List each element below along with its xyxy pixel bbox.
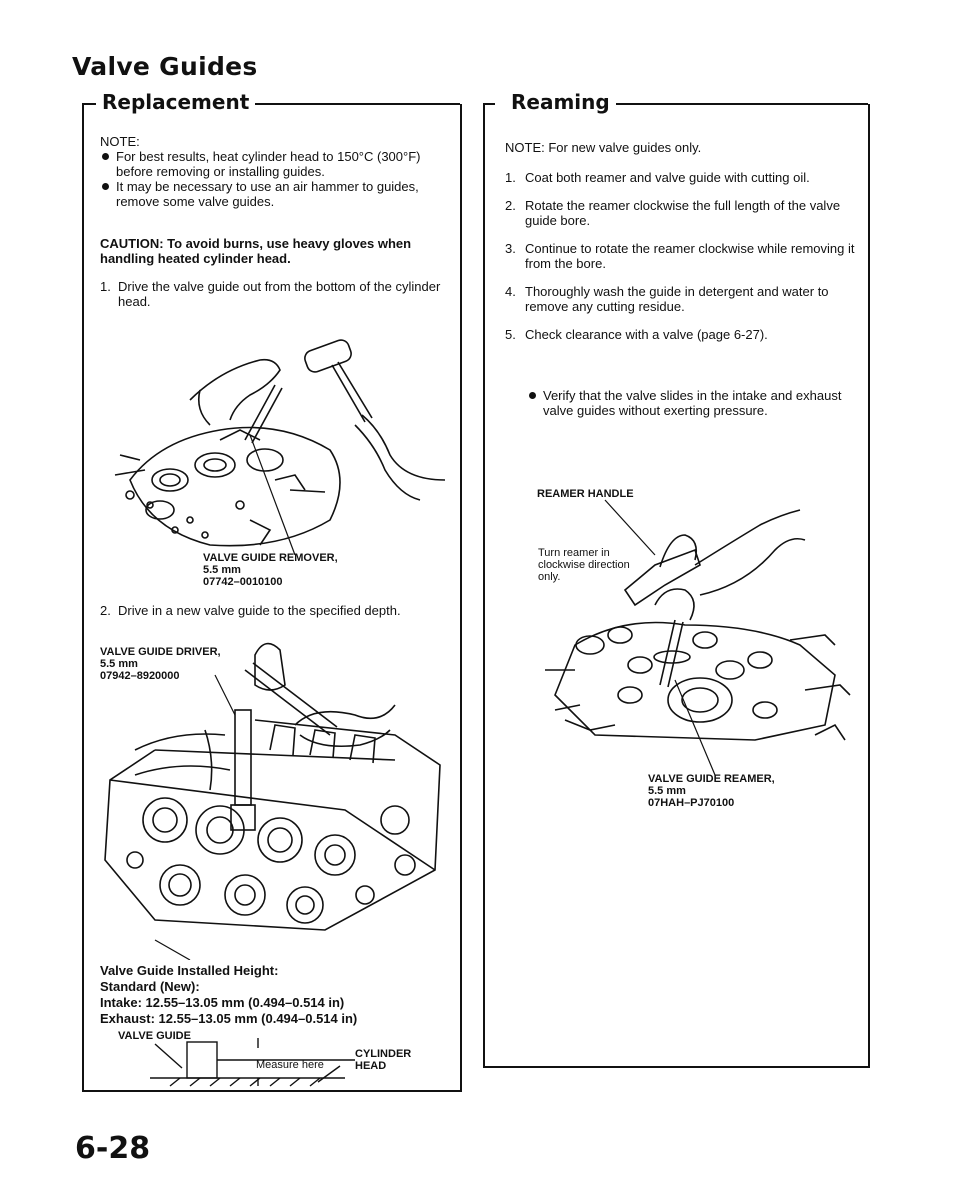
reamer-part-number: 07HAH–PJ70100 xyxy=(648,797,735,809)
step-number: 1. xyxy=(100,279,111,294)
replacement-notes xyxy=(100,134,450,209)
head-label-line: HEAD xyxy=(355,1060,387,1072)
step-text: Rotate the reamer clockwise the full length of the valve guide bore. xyxy=(525,198,841,228)
head-label-line: CYLINDER xyxy=(355,1048,412,1060)
valve-guide-removal-illustration xyxy=(100,330,460,555)
spec-exhaust: Exhaust: 12.55–13.05 mm (0.494–0.514 in) xyxy=(100,1011,358,1026)
step-text: Coat both reamer and valve guide with cutting oil. xyxy=(525,170,810,185)
step-text: Continue to rotate the reamer clockwise while removing it from the bore. xyxy=(525,241,855,271)
measure-diagram xyxy=(150,1038,360,1090)
cylinder-head-label xyxy=(355,1048,411,1072)
reamer-name: VALVE GUIDE REAMER, xyxy=(648,773,775,785)
step-number: 3. xyxy=(505,241,516,256)
verify-list xyxy=(527,388,857,418)
step-number: 5. xyxy=(505,327,516,342)
verify-item: Verify that the valve slides in the intake and exhaust valve guides without exerting pressure. xyxy=(527,388,857,418)
reaming-note: NOTE: For new valve guides only. xyxy=(505,140,702,155)
valve-guide-label: VALVE GUIDE xyxy=(118,1030,191,1042)
reaming-heading: Reaming xyxy=(505,90,616,114)
reamer-size: 5.5 mm xyxy=(648,785,686,797)
step-number: 2. xyxy=(100,603,111,618)
page-title: Valve Guides xyxy=(72,52,258,81)
measure-here-label: Measure here xyxy=(256,1059,324,1071)
driver-size: 5.5 mm xyxy=(100,658,138,670)
installed-height-spec xyxy=(100,963,460,1027)
remover-part-number: 07742–0010100 xyxy=(203,576,283,588)
step-text: Drive in a new valve guide to the specified depth. xyxy=(118,603,401,618)
driver-name: VALVE GUIDE DRIVER, xyxy=(100,646,221,658)
turn-note-line: Turn reamer in xyxy=(538,547,610,559)
note-item: For best results, heat cylinder head to 150°C (300°F) before removing or installing guides. xyxy=(100,149,450,179)
remover-label xyxy=(203,552,338,588)
remover-name: VALVE GUIDE REMOVER, xyxy=(203,552,338,564)
step-1 xyxy=(100,279,450,309)
spec-title: Valve Guide Installed Height: xyxy=(100,963,279,978)
spec-standard: Standard (New): xyxy=(100,979,200,994)
step-number: 1. xyxy=(505,170,516,185)
note-list xyxy=(100,149,450,209)
reaming-step xyxy=(505,170,860,185)
step-number: 2. xyxy=(505,198,516,213)
reaming-step xyxy=(505,241,860,271)
valve-guide-install-illustration xyxy=(95,630,460,960)
reaming-steps xyxy=(505,170,860,355)
step-2 xyxy=(100,603,455,618)
reaming-illustration xyxy=(535,495,865,795)
spec-intake: Intake: 12.55–13.05 mm (0.494–0.514 in) xyxy=(100,995,345,1010)
note-item: It may be necessary to use an air hammer to guides, remove some valve guides. xyxy=(100,179,450,209)
driver-part-number: 07942–8920000 xyxy=(100,670,180,682)
step-number: 4. xyxy=(505,284,516,299)
reaming-step xyxy=(505,198,860,228)
replacement-heading: Replacement xyxy=(96,90,255,114)
step-text: Drive the valve guide out from the bottom of the cylinder head. xyxy=(118,279,441,309)
turn-note-line: clockwise direction xyxy=(538,559,630,571)
page-number: 6-28 xyxy=(75,1131,151,1166)
remover-size: 5.5 mm xyxy=(203,564,241,576)
reaming-step xyxy=(505,327,860,342)
reamer-label xyxy=(648,773,775,809)
step-text: Thoroughly wash the guide in detergent and water to remove any cutting residue. xyxy=(525,284,829,314)
reamer-handle-label: REAMER HANDLE xyxy=(537,488,634,500)
step-text: Check clearance with a valve (page 6-27). xyxy=(525,327,768,342)
note-label: NOTE: xyxy=(100,134,140,149)
reaming-step xyxy=(505,284,860,314)
turn-note-line: only. xyxy=(538,571,561,583)
caution-text: CAUTION: To avoid burns, use heavy gloves when handling heated cylinder head. xyxy=(100,236,412,266)
